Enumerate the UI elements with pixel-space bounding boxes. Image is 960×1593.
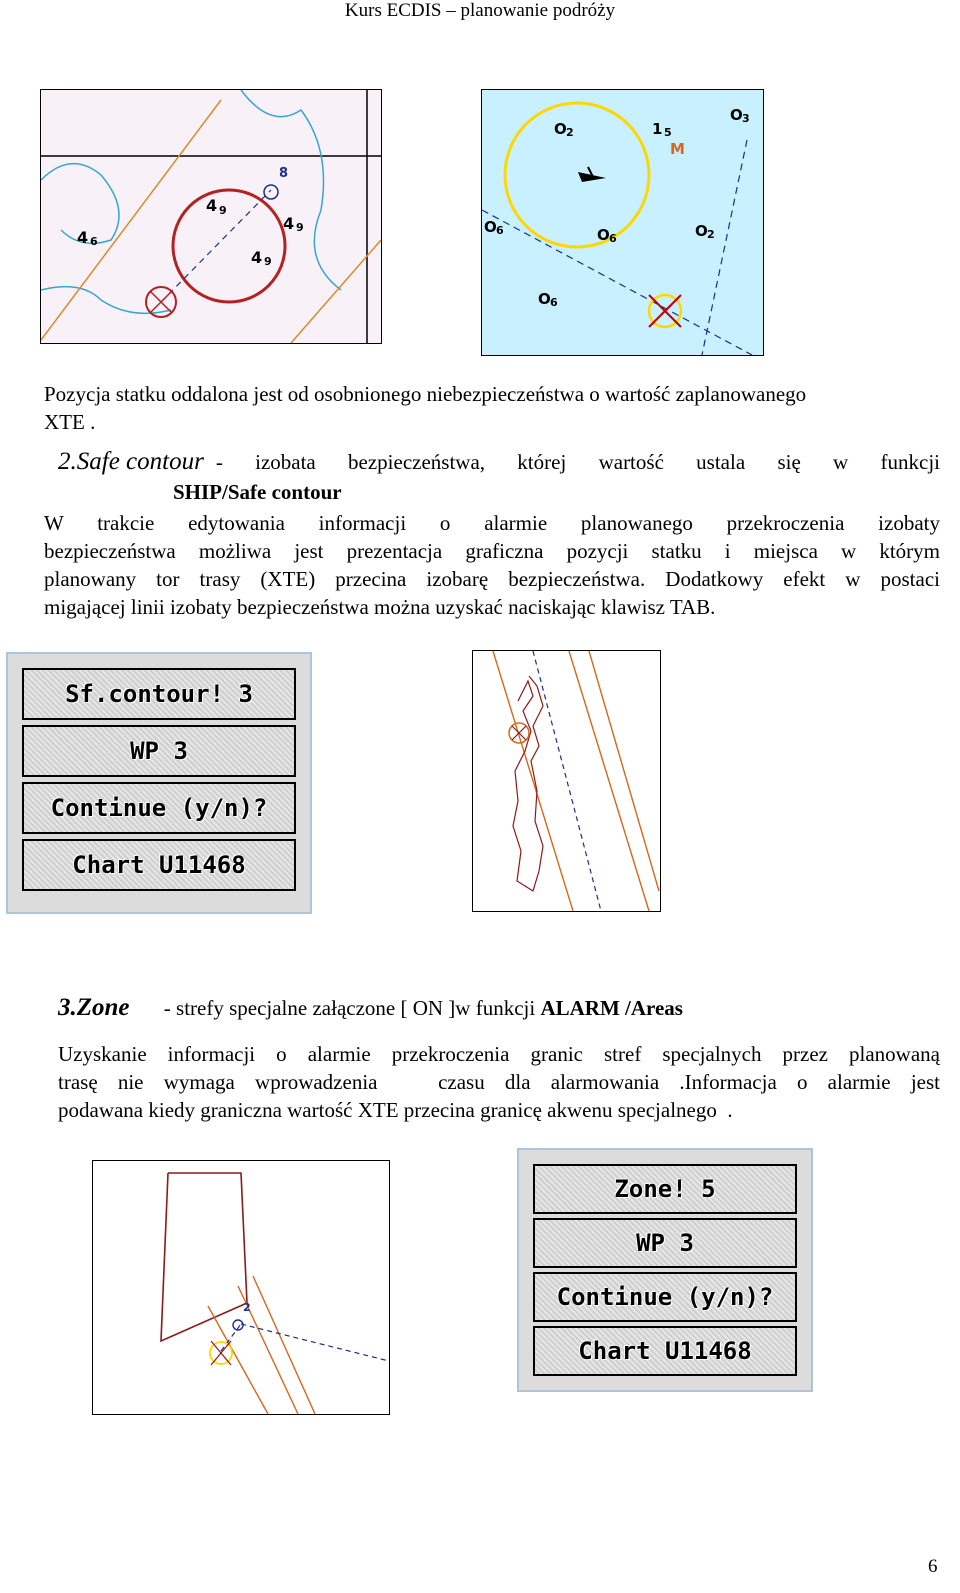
section-2-body-line1: W trakcie edytowania informacji o alarmie planowanego przekroczenia izobaty [44,511,940,535]
depth-label: 5 [664,126,672,139]
section-2-number: 2. [58,448,77,475]
section-2-menu-path: SHIP/Safe contour [173,480,342,504]
section-3-body-line1: Uzyskanie informacji o alarmie przekroczenia granic stref specjalnych przez planowaną [58,1042,940,1066]
depth-label: 2 [566,126,574,139]
depth-label: 4 [251,248,263,267]
depth-label: O [695,222,708,240]
waypoint-marker [264,185,278,199]
section-2-desc: - izobata bezpieczeństwa, której wartość ustala się w funkcji [215,450,940,474]
chart-safe-contour-right [481,89,764,356]
contour-line [702,140,747,355]
safety-contour [513,676,543,891]
alarm-waypoint: WP 3 [22,725,296,777]
depth-label: 6 [496,224,504,237]
zone-boundary [161,1173,247,1341]
depth-label: 6 [609,232,617,245]
marker-label: M [670,140,685,158]
alarm-waypoint: WP 3 [533,1218,797,1268]
route-line [533,651,601,911]
chart-safe-contour-left [40,89,382,344]
depth-label: O [730,106,743,124]
waypoint-label: 8 [279,166,289,181]
depth-label: 4 [206,196,218,215]
chart-left-svg [41,90,381,343]
alarm-panel-safe-contour [6,652,312,914]
depth-label: 9 [296,221,304,234]
section-2-body-line4: migającej linii izobaty bezpieczeństwa można uzyskać naciskając klawisz TAB. [44,595,716,619]
depth-label: 6 [550,296,558,309]
depth-label: O [554,120,567,138]
depth-label: O [484,218,497,236]
page-number: 6 [928,1556,938,1577]
section-3-desc: - strefy specjalne załączone [ ON ]w funkcji [163,996,536,1020]
section-3-title: Zone [76,994,130,1021]
chart-safe-contour-crossing [472,650,661,912]
depth-label: 4 [283,214,295,233]
section-2-heading [58,448,940,476]
text-xte-line1: Pozycja statku oddalona jest od osobnionego niebezpieczeństwa o wartość zaplanowanego [44,382,807,406]
alarm-continue-prompt[interactable]: Continue (y/n)? [533,1272,797,1322]
depth-label: 3 [742,112,750,125]
depth-label: O [538,290,551,308]
chart-right-svg [482,90,763,355]
danger-circle [505,103,649,247]
waypoint-label: 2 [243,1301,251,1314]
alarm-panel-zone [517,1148,813,1392]
alarm-continue-prompt[interactable]: Continue (y/n)? [22,782,296,834]
running-header: Kurs ECDIS – planowanie podróży [344,0,616,21]
depth-label: 1 [652,120,663,138]
chart-crossing-svg [473,651,660,911]
chart-zone-svg [93,1161,389,1414]
section-2-body-line2: bezpieczeństwa możliwa jest prezentacja graficzna pozycji statku i miejsca w którym [44,539,940,563]
section-3-heading [58,994,683,1022]
section-3-number: 3. [58,994,77,1021]
depth-label: O [597,226,610,244]
depth-label: 9 [264,255,272,268]
alarm-chart-id: Chart U11468 [533,1326,797,1376]
alarm-chart-id: Chart U11468 [22,839,296,891]
section-2-body-line3: planowany tor trasy (XTE) przecina izobarę bezpieczeństwa. Dodatkowy efekt w postaci [44,567,940,591]
section-3-body-line2: trasę nie wymaga wprowadzenia czasu dla alarmowania .Informacja o alarmie jest [58,1070,940,1094]
route-line [241,1324,389,1361]
depth-label: 4 [77,228,89,247]
depth-label: 6 [90,235,98,248]
depth-label: 2 [707,228,715,241]
text-xte-line2: XTE . [44,410,96,434]
alarm-title: Sf.contour! 3 [22,668,296,720]
depth-label: 9 [219,204,227,217]
alarm-title: Zone! 5 [533,1164,797,1214]
section-2-title: Safe contour [76,448,204,475]
chart-zone [92,1160,390,1415]
danger-circle [173,190,285,302]
section-3-menu-path: ALARM /Areas [540,996,683,1020]
section-3-body-line3: podawana kiedy graniczna wartość XTE przecina granicę akwenu specjalnego . [58,1098,733,1122]
